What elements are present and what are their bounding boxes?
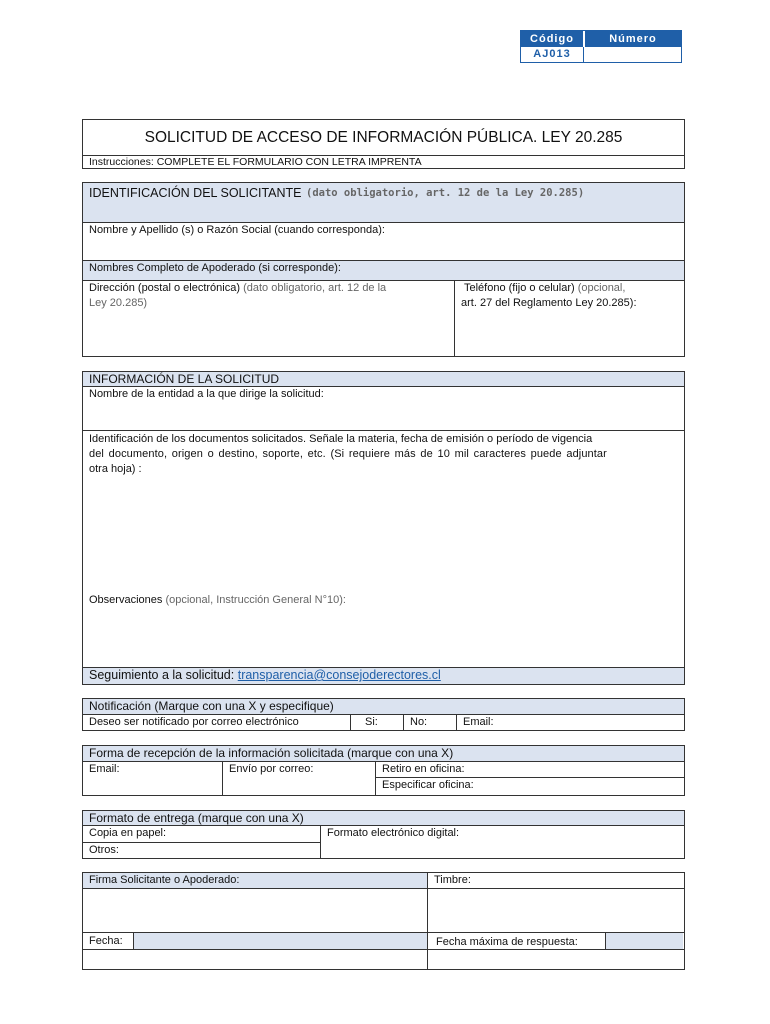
identificacion-note: (dato obligatorio, art. 12 de la Ley 20.285) (306, 187, 585, 199)
firma-header (83, 873, 428, 889)
direccion-field[interactable] (83, 281, 455, 356)
fecha-row (83, 932, 428, 950)
papel-label: Copia en papel: (89, 827, 167, 839)
direccion-note: (dato obligatorio, art. 12 de la (243, 282, 387, 294)
si-label: Si: (365, 716, 378, 728)
no-label: No: (410, 716, 428, 728)
papel-field[interactable] (83, 826, 321, 843)
seguimiento-email-link[interactable]: transparencia@consejoderectores.cl (237, 668, 441, 682)
identificacion-section (82, 182, 685, 357)
si-field[interactable] (350, 715, 405, 730)
deseo-label: Deseo ser notificado por correo electrónico (89, 716, 299, 728)
digital-label: Formato electrónico digital: (327, 827, 460, 839)
numero-header: Número (584, 31, 681, 47)
observaciones-note: (opcional, Instrucción General N°10): (165, 594, 346, 606)
fecha-label: Fecha: (89, 935, 123, 947)
formato-header (83, 811, 684, 826)
retiro-label: Retiro en oficina: (382, 763, 465, 775)
documentos-line-1: Identificación de los documentos solicitados. Señale la materia, fecha de emisión o período de vigencia (89, 433, 593, 445)
instructions-text: Instrucciones: COMPLETE EL FORMULARIO CON LETRA IMPRENTA (89, 156, 422, 168)
fecha-max-row (428, 932, 684, 950)
notificacion-title: Notificación (Marque con una X y especifique) (89, 699, 334, 713)
otros-label: Otros: (89, 844, 119, 856)
nombre-label: Nombre y Apellido (s) o Razón Social (cuando corresponda): (89, 224, 385, 236)
direccion-note-2: Ley 20.285) (89, 297, 148, 309)
direccion-label: Dirección (postal o electrónica) (dato obligatorio, art. 12 de la (89, 282, 387, 294)
informacion-title: INFORMACIÓN DE LA SOLICITUD (89, 372, 280, 386)
envio-field[interactable] (222, 762, 376, 795)
informacion-section (82, 371, 685, 685)
especificar-label: Especificar oficina: (382, 779, 474, 791)
code-box (520, 30, 682, 63)
notificacion-section (82, 698, 685, 731)
firma-label: Firma Solicitante o Apoderado: (89, 874, 240, 886)
telefono-note-2: art. 27 del Reglamento Ley 20.285): (461, 297, 637, 309)
recepcion-section (82, 745, 685, 796)
numero-value[interactable] (583, 47, 681, 62)
recepcion-title: Forma de recepción de la información solicitada (marque con una X) (89, 746, 454, 760)
telefono-note: (opcional, (577, 282, 626, 294)
form-title: SOLICITUD DE ACCESO DE INFORMACIÓN PÚBLICA. LEY 20.285 (144, 129, 623, 146)
no-field[interactable] (403, 715, 457, 730)
firma-bottom-left (83, 950, 428, 969)
informacion-header (83, 372, 684, 387)
seguimiento-row (83, 667, 684, 684)
seguimiento-label: Seguimiento a la solicitud: transparencia@consejoderectores.cl (89, 668, 441, 682)
documentos-line-2: del documento, origen o destino, soporte, etc. (Si requiere más de 10 mil caracteres puede adjuntar (89, 448, 607, 460)
digital-field[interactable] (320, 826, 684, 858)
formato-title: Formato de entrega (marque con una X) (89, 811, 304, 825)
especificar-field[interactable] (375, 778, 684, 795)
instructions-box (82, 155, 685, 169)
documentos-field[interactable] (83, 431, 684, 667)
timbre-field[interactable] (428, 889, 684, 932)
apoderado-label: Nombres Completo de Apoderado (si corresponde): (89, 262, 341, 274)
codigo-value: AJ013 (533, 48, 571, 60)
formato-section (82, 810, 685, 859)
form-title-box (82, 119, 685, 156)
telefono-field[interactable] (456, 281, 684, 356)
timbre-label: Timbre: (434, 874, 471, 886)
firma-field[interactable] (83, 889, 428, 932)
identificacion-header (83, 183, 684, 223)
otros-field[interactable] (83, 843, 321, 858)
recep-email-field[interactable] (83, 762, 223, 795)
retiro-field[interactable] (375, 762, 684, 778)
recep-email-label: Email: (89, 763, 120, 775)
fecha-field[interactable] (133, 933, 427, 949)
fecha-max-label: Fecha máxima de respuesta: (436, 936, 578, 948)
notif-email-field[interactable] (456, 715, 684, 730)
firma-section (82, 872, 685, 970)
identificacion-title: IDENTIFICACIÓN DEL SOLICITANTE (89, 186, 302, 200)
codigo-header: Código (521, 31, 583, 47)
entidad-label: Nombre de la entidad a la que dirige la solicitud: (89, 388, 324, 400)
envio-label: Envío por correo: (229, 763, 314, 775)
observaciones-label: Observaciones (opcional, Instrucción General N°10): (89, 594, 346, 606)
recepcion-header (83, 746, 684, 762)
notif-email-label: Email: (463, 716, 494, 728)
fecha-max-field[interactable] (605, 933, 683, 949)
documentos-line-3: otra hoja) : (89, 463, 142, 475)
telefono-label: Teléfono (fijo o celular) (opcional, (464, 282, 626, 294)
notificacion-header (83, 699, 684, 715)
timbre-header (428, 873, 684, 889)
entidad-field[interactable] (83, 387, 684, 431)
apoderado-field[interactable] (83, 261, 684, 281)
nombre-field[interactable] (83, 223, 684, 261)
